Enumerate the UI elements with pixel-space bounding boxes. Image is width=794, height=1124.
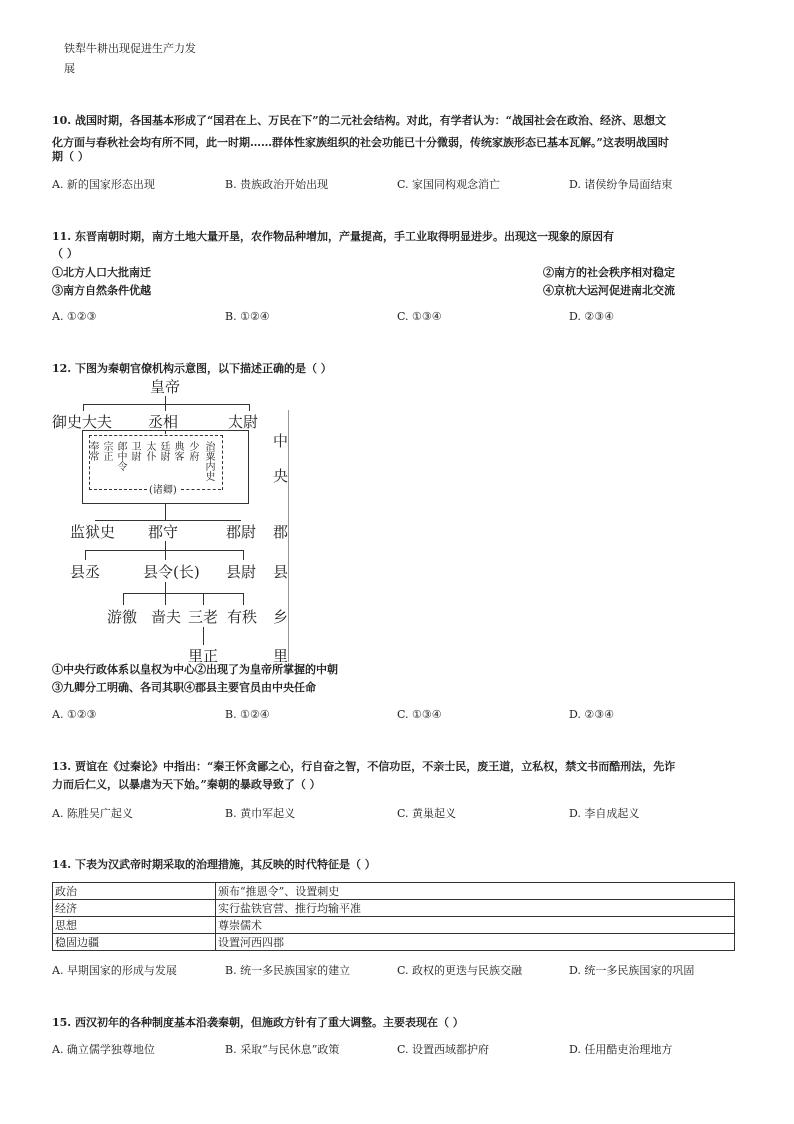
level-central-2: 央 — [273, 467, 289, 485]
table-cell: 设置河西四郡 — [216, 934, 735, 951]
option-d: D. 统一多民族国家的巩固 — [569, 964, 695, 977]
table-cell: 政治 — [53, 883, 216, 900]
table-cell: 稳固边疆 — [53, 934, 216, 951]
youjiao-label: 游徼 — [107, 608, 138, 626]
connector-line — [165, 593, 166, 605]
option-a: A. ①②③ — [52, 310, 97, 323]
chancellor-label: 丞相 — [148, 413, 179, 431]
sanlao-label: 三老 — [188, 608, 219, 626]
question-13-line-1: 13. 贾谊在《过秦论》中指出：“秦王怀贪鄙之心，行自奋之智，不信功臣，不亲士民，废王道，立私权，禁文书而酷刑法，先诈 — [52, 760, 676, 773]
connector-line — [165, 582, 166, 593]
option-a: A. 新的国家形态出现 — [52, 178, 155, 191]
level-prefecture: 郡 — [273, 523, 289, 541]
village-head-label: 里正 — [188, 647, 219, 665]
statement-4: ④京杭大运河促进南北交流 — [543, 284, 675, 297]
connector-line — [243, 550, 244, 560]
censor-label: 御史大夫 — [52, 413, 113, 431]
option-b: B. ①②④ — [225, 708, 270, 721]
prefect-label: 郡守 — [148, 523, 179, 541]
table-cell: 颁布“推恩令”、设置刺史 — [216, 883, 735, 900]
minister-langzhongling: 郎中令 — [115, 441, 126, 471]
statement-3-4: ③九卿分工明确、各司其职④郡县主要官员由中央任命 — [52, 681, 316, 694]
county-magistrate-label: 县令(长) — [143, 563, 200, 581]
option-a: A. 早期国家的形成与发展 — [52, 964, 177, 977]
county-assistant-label: 县丞 — [70, 563, 101, 581]
connector-line — [243, 593, 244, 605]
option-d: D. ②③④ — [569, 310, 615, 323]
connector-line — [123, 593, 124, 605]
question-10-line-1: 10. 战国时期，各国基本形成了“国君在上、万民在下”的二元社会结构。对此，有学者认为：“战国社会在政治、经济、思想文 — [52, 114, 666, 127]
connector-line — [165, 550, 166, 560]
minister-weiwei: 卫尉 — [129, 441, 140, 461]
ministers-label: (诸卿) — [149, 485, 177, 496]
option-a: A. 确立儒学独尊地位 — [52, 1043, 155, 1056]
connector-line — [123, 593, 243, 594]
level-central-1: 中 — [273, 432, 289, 450]
connector-line — [165, 541, 166, 550]
minister-tingwei: 廷尉 — [158, 441, 169, 461]
connector-line — [165, 404, 166, 411]
option-d: D. 诸侯纷争局面结束 — [569, 178, 673, 191]
measures-table — [52, 882, 735, 951]
option-c: C. ①③④ — [397, 310, 442, 323]
connector-line — [83, 404, 84, 411]
statement-2: ②南方的社会秩序相对稳定 — [543, 266, 675, 279]
question-11-line-1: 11. 东晋南朝时期，南方土地大量开垦，农作物品种增加，产量提高，手工业取得明显进步。出现这一现象的原因有 — [52, 230, 614, 243]
question-11-line-2: （ ） — [52, 247, 78, 260]
table-cell: 实行盐铁官营、推行均输平准 — [216, 900, 735, 917]
connector-line — [85, 550, 86, 560]
dashed-line — [89, 489, 147, 490]
table-cell: 尊崇儒术 — [216, 917, 735, 934]
minister-dianke: 典客 — [172, 441, 183, 461]
prefecture-commandant-label: 郡尉 — [226, 523, 257, 541]
table-row — [53, 934, 735, 951]
youzhi-label: 有秩 — [227, 608, 258, 626]
minister-zhisuneishi: 治粟内史 — [203, 441, 214, 481]
table-row — [53, 900, 735, 917]
level-county: 县 — [273, 563, 289, 581]
option-d: D. 任用酷吏治理地方 — [569, 1043, 673, 1056]
question-14-stem: 14. 下表为汉武帝时期采取的治理措施，其反映的时代特征是（ ） — [52, 858, 376, 871]
question-10-line-3: 期（ ） — [52, 150, 89, 163]
option-c: C. ①③④ — [397, 708, 442, 721]
statement-1-2: ①中央行政体系以皇权为中心②出现了为皇帝所掌握的中朝 — [52, 663, 338, 676]
top-text-line-1: 铁犁牛耕出现促进生产力发 — [64, 42, 196, 55]
statement-3: ③南方自然条件优越 — [52, 284, 151, 297]
level-divider — [288, 410, 289, 662]
option-a: A. ①②③ — [52, 708, 97, 721]
prefecture-inspector-label: 监狱史 — [70, 523, 116, 541]
option-b: B. 统一多民族国家的建立 — [225, 964, 351, 977]
table-row — [53, 883, 735, 900]
option-c: C. 家国同构观念消亡 — [397, 178, 501, 191]
option-a: A. 陈胜吴广起义 — [52, 807, 133, 820]
table-cell: 思想 — [53, 917, 216, 934]
minister-taipu: 太仆 — [144, 441, 155, 461]
question-12-stem: 12. 下图为秦朝官僚机构示意图，以下描述正确的是（ ） — [52, 362, 332, 375]
option-b: B. ①②④ — [225, 310, 270, 323]
option-c: C. 黄巢起义 — [397, 807, 457, 820]
option-d: D. 李自成起义 — [569, 807, 640, 820]
level-township: 乡 — [273, 608, 289, 626]
option-b: B. 贵族政治开始出现 — [225, 178, 329, 191]
option-b: B. 采取“与民休息”政策 — [225, 1043, 340, 1056]
question-10-line-2: 化方面与春秋社会均有所不同，此一时期……群体性家族组织的社会功能已十分微弱，传统家族形态已基本瓦解。”这表明战国时 — [52, 136, 669, 149]
connector-line — [249, 404, 250, 411]
option-b: B. 黄巾军起义 — [225, 807, 296, 820]
table-row — [53, 917, 735, 934]
connector-line — [165, 503, 166, 520]
option-c: C. 设置西域都护府 — [397, 1043, 490, 1056]
option-c: C. 政权的更迭与民族交融 — [397, 964, 523, 977]
connector-line — [165, 396, 166, 404]
grand-commandant-label: 太尉 — [228, 413, 259, 431]
minister-zongzheng: 宗正 — [101, 441, 112, 461]
option-d: D. ②③④ — [569, 708, 615, 721]
sefu-label: 啬夫 — [151, 608, 182, 626]
statement-1: ①北方人口大批南迁 — [52, 266, 151, 279]
minister-shaofu: 少府 — [187, 441, 198, 461]
emperor-label: 皇帝 — [150, 378, 181, 396]
minister-fengchang: 奉常 — [87, 441, 98, 461]
top-text-line-2: 展 — [64, 62, 75, 75]
question-15-stem: 15. 西汉初年的各种制度基本沿袭秦朝，但施政方针有了重大调整。主要表现在（ ） — [52, 1016, 464, 1029]
table-cell: 经济 — [53, 900, 216, 917]
dashed-line — [181, 489, 221, 490]
connector-line — [203, 627, 204, 645]
connector-line — [83, 404, 249, 405]
connector-line — [85, 550, 243, 551]
question-13-line-2: 力而后仁义，以暴虐为天下始。”秦朝的暴政导致了（ ） — [52, 778, 321, 791]
level-village: 里 — [273, 647, 289, 665]
connector-line — [203, 593, 204, 605]
county-commandant-label: 县尉 — [226, 563, 257, 581]
